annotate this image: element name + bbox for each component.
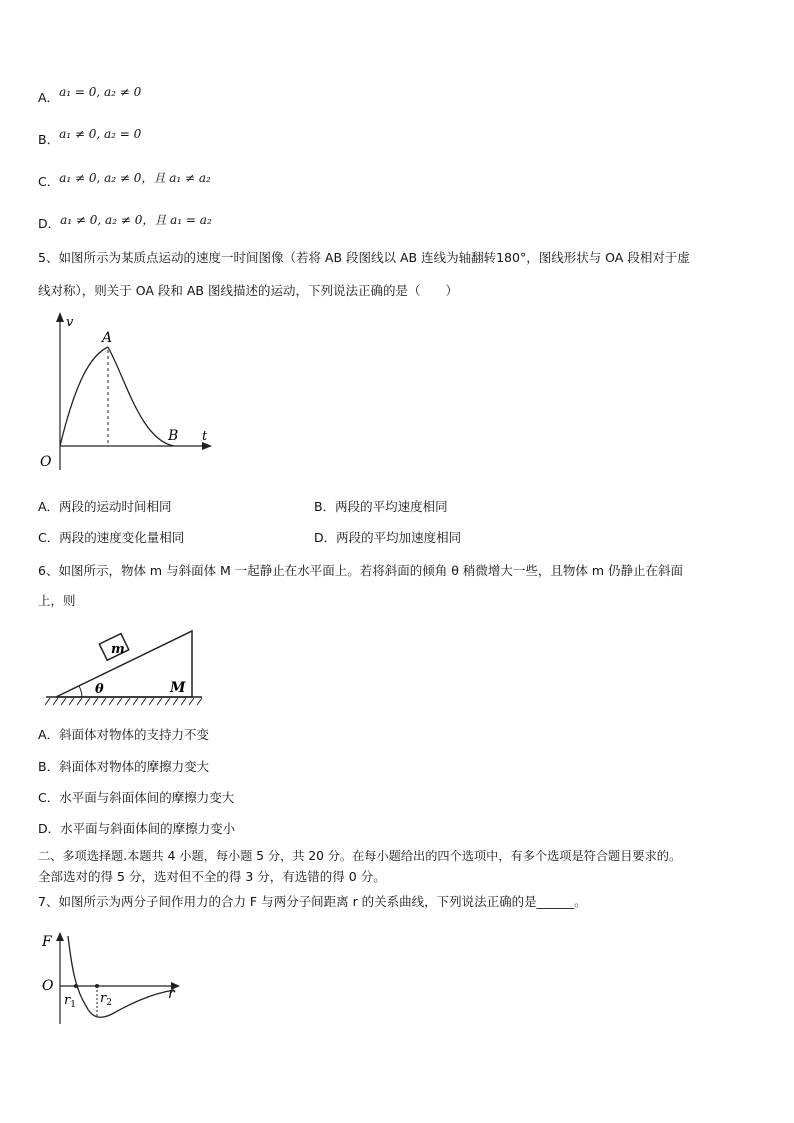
- q5-origin-label: O: [40, 454, 52, 470]
- q5-stem-line2: 线对称），则关于 OA 段和 AB 图线描述的运动，下列说法正确的是（ ）: [38, 283, 458, 298]
- q5-v-axis-arrow: [56, 312, 64, 322]
- q7-f-axis-arrow: [56, 932, 64, 941]
- q5-vt-graph: [36, 310, 216, 480]
- q5-t-label: t: [202, 429, 208, 444]
- q6-option-a: A．斜面体对物体的支持力不变: [38, 727, 210, 742]
- section2-line2: 全部选对的得 5 分，选对但不全的得 3 分，有选错的得 0 分。: [38, 869, 386, 884]
- q7-r1-label: $r_1$: [64, 993, 76, 1010]
- q5-oa-curve: [60, 347, 108, 446]
- q5-stem-line1: 5、如图所示为某质点运动的速度一时间图像（若将 AB 段图线以 AB 连线为轴翻转180°，图线形状与 OA 段相对于虚: [38, 250, 690, 265]
- q5-b-label: B: [168, 428, 179, 444]
- q6-ground-hatch: [45, 698, 202, 705]
- q6-incline-label: M: [170, 680, 186, 696]
- q6-angle-arc: [79, 686, 82, 697]
- q7-f-label: F: [42, 934, 52, 950]
- q5-ab-curve: [108, 347, 174, 446]
- q7-origin-label: O: [42, 978, 54, 994]
- q7-r-label: r: [168, 986, 175, 1002]
- q5-option-b: B．两段的平均速度相同: [314, 499, 448, 514]
- q4-option-a-expr: a₁ = 0, a₂ ≠ 0: [59, 85, 142, 99]
- q4-option-b-expr: a₁ ≠ 0, a₂ = 0: [59, 127, 142, 141]
- q6-option-d: D．水平面与斜面体间的摩擦力变小: [38, 821, 236, 836]
- q5-option-c: C．两段的速度变化量相同: [38, 530, 185, 545]
- q4-option-b: B．a₁ ≠ 0, a₂ = 0: [38, 127, 142, 147]
- q6-stem-line1: 6、如图所示，物体 m 与斜面体 M 一起静止在水平面上。若将斜面的倾角 θ 稍微增大一些，且物体 m 仍静止在斜面: [38, 563, 684, 578]
- q5-a-label: A: [102, 330, 113, 346]
- q6-option-b: B．斜面体对物体的摩擦力变大: [38, 759, 210, 774]
- q5-option-a: A．两段的运动时间相同: [38, 499, 172, 514]
- q4-option-c-expr: a₁ ≠ 0, a₂ ≠ 0，且 a₁ ≠ a₂: [59, 171, 211, 185]
- q5-option-d: D．两段的平均加速度相同: [314, 530, 462, 545]
- q6-option-c: C．水平面与斜面体间的摩擦力变大: [38, 790, 235, 805]
- q7-stem: 7、如图所示为两分子间作用力的合力 F 与两分子间距离 r 的关系曲线，下列说法正确的是______。: [38, 894, 587, 909]
- q4-option-a: A．a₁ = 0, a₂ ≠ 0: [38, 85, 142, 105]
- q7-r2-point: [95, 984, 99, 988]
- q7-r2-label: $r_2$: [100, 991, 112, 1008]
- section2-line1: 二、多项选择题.本题共 4 小题，每小题 5 分，共 20 分。在每小题给出的四个选项中，有多个选项是符合题目要求的。: [38, 849, 682, 863]
- q4-option-d-expr: a₁ ≠ 0, a₂ ≠ 0，且 a₁ = a₂: [60, 213, 212, 227]
- q6-block-label: m: [111, 642, 125, 657]
- q6-angle-label: θ: [95, 682, 104, 697]
- q4-option-c: C．a₁ ≠ 0, a₂ ≠ 0，且 a₁ ≠ a₂: [38, 171, 211, 189]
- q7-r1-point: [74, 984, 78, 988]
- q5-v-label: v: [66, 315, 74, 330]
- q6-stem-line2: 上，则: [38, 593, 76, 608]
- q4-option-d: D．a₁ ≠ 0, a₂ ≠ 0，且 a₁ = a₂: [38, 213, 212, 231]
- q7-force-curve: [68, 936, 174, 1017]
- q7-force-graph: [40, 930, 200, 1030]
- q6-incline-figure: [42, 625, 212, 715]
